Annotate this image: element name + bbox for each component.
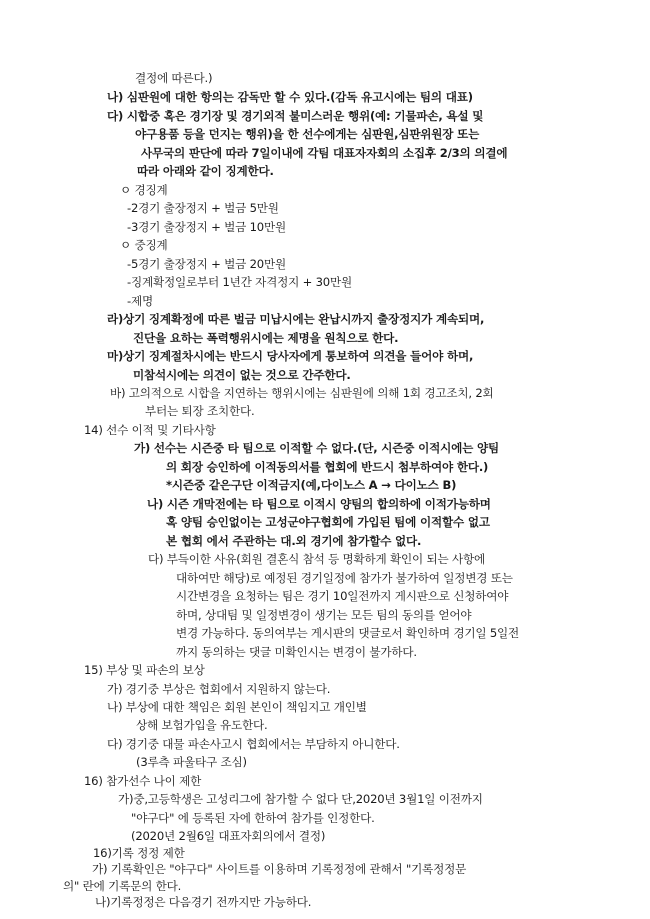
text-line: -3경기 출장정지 + 벌금 10만원 (127, 219, 286, 234)
text-line: -제명 (127, 293, 153, 308)
text-line: 16)기록 정정 제한 (93, 845, 185, 860)
text-line: 다) 부득이한 사유(회원 결혼식 참석 등 명확하게 확인이 되는 사항에 (148, 552, 486, 567)
text-line: "야구다" 에 등록된 자에 한하여 참가를 인정한다. (131, 810, 375, 825)
text-line: 따라 아래와 같이 징계한다. (137, 164, 274, 179)
text-line: 하며, 상대팀 및 일정변경이 생기는 모든 팀의 동의를 얻어야 (176, 607, 472, 622)
text-line: 대하여만 해당)로 예정된 경기일정에 참가가 불가하여 일정변경 또는 (176, 570, 513, 585)
text-line: 가) 경기중 부상은 협회에서 지원하지 않는다. (107, 681, 331, 696)
text-line: 사무국의 판단에 따라 7일이내에 각팀 대표자자회의 소집후 2/3의 의결에 (141, 145, 508, 160)
text-line: 다) 시합중 혹은 경기장 및 경기외적 불미스러운 행위(예: 기물파손, 욕설 및 (107, 108, 484, 123)
text-line: 가)중,고등학생은 고성리그에 참가할 수 없다 단,2020년 3월1일 이전까지 (118, 792, 483, 807)
text-line: 나) 시즌 개막전에는 타 팀으로 이적시 양팀의 합의하에 이적가능하며 (147, 496, 491, 511)
text-line: -5경기 출장정지 + 벌금 20만원 (127, 256, 286, 271)
text-line: 14) 선수 이적 및 기타사항 (84, 422, 216, 437)
text-line: 나) 부상에 대한 책임은 회원 본인이 책임지고 개인별 (107, 699, 367, 714)
text-line: 가) 선수는 시즌중 타 팀으로 이적할 수 없다.(단, 시즌중 이적시에는 양팀 (134, 441, 499, 456)
text-line: 의" 란에 기록문의 한다. (63, 878, 182, 893)
text-line: 16) 참가선수 나이 제한 (84, 773, 202, 788)
text-line: ㅇ 경징계 (120, 182, 168, 197)
text-line: (3루측 파울타구 조심) (136, 755, 247, 770)
text-line: -징계확정일로부터 1년간 자격정지 + 30만원 (127, 275, 352, 290)
text-line: 라)상기 징계확정에 따른 벌금 미납시에는 완납시까지 출장정지가 계속되며, (107, 312, 485, 327)
text-line: 15) 부상 및 파손의 보상 (84, 663, 205, 678)
text-line: 나) 심판원에 대한 항의는 감독만 할 수 있다.(감독 유고시에는 팀의 대표) (107, 90, 473, 105)
text-line: *시즌중 같은구단 이적금지(예,다이노스 A → 다이노스 B) (166, 478, 457, 493)
text-line: 변경 가능하다. 동의여부는 게시판의 댓글로서 확인하며 경기일 5일전 (176, 626, 520, 641)
text-line: 혹 양팀 승인없이는 고성군야구협회에 가입된 팀에 이적할수 없고 (166, 515, 490, 530)
text-line: 가) 기록확인은 "야구다" 사이트를 이용하며 기록정정에 관해서 "기록정정문 (92, 862, 467, 877)
text-line: 부터는 퇴장 조치한다. (145, 404, 255, 419)
text-line: 다) 경기중 대물 파손사고시 협회에서는 부담하지 아니한다. (107, 736, 400, 751)
text-line: ㅇ 중징계 (120, 238, 168, 253)
text-line: 진단을 요하는 폭력행위시에는 제명을 원칙으로 한다. (133, 330, 399, 345)
text-line: 까지 동의하는 댓글 미확인시는 변경이 불가하다. (176, 644, 417, 659)
text-line: 본 협회 에서 주관하는 대.외 경기에 참가할수 없다. (166, 533, 422, 548)
text-line: 상해 보험가입을 유도한다. (136, 718, 268, 733)
text-line: 미참석시에는 의견이 없는 것으로 간주한다. (133, 367, 351, 382)
text-line: 의 회장 승인하에 이적동의서를 협회에 반드시 첨부하여야 한다.) (166, 459, 489, 474)
text-line: 나)기록정정은 다음경기 전까지만 가능하다. (95, 895, 312, 910)
text-line: 시간변경을 요청하는 팀은 경기 10일전까지 게시판으로 신청하여야 (176, 589, 509, 604)
text-line: 야구용품 등을 던지는 행위)을 한 선수에게는 심판원,심판위원장 또는 (135, 127, 480, 142)
text-line: 결정에 따른다.) (135, 71, 213, 85)
text-line: -2경기 출장정지 + 벌금 5만원 (127, 201, 279, 216)
text-line: 바) 고의적으로 시합을 지연하는 행위시에는 심판원에 의해 1회 경고조치, 2회 (110, 385, 494, 400)
text-line: (2020년 2월6일 대표자회의에서 결정) (131, 829, 326, 844)
text-line: 마)상기 징계절차시에는 반드시 당사자에게 통보하여 의견을 들어야 하며, (107, 349, 474, 364)
